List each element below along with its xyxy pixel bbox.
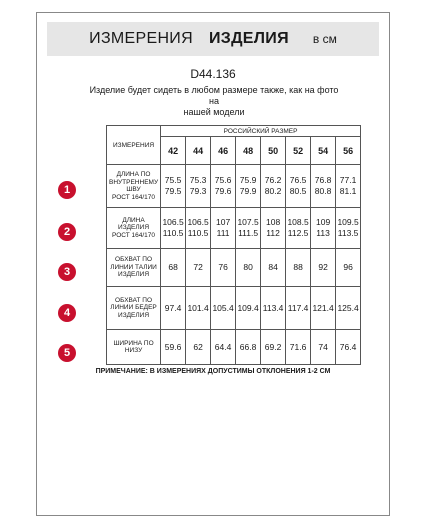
marker-3: 3 — [58, 263, 76, 281]
value-cell: 92 — [311, 249, 336, 287]
value-cell: 109.4 — [236, 287, 261, 330]
value-line: 77.1 — [339, 175, 357, 185]
value-line: 112.5 — [287, 228, 309, 238]
row-label — [107, 249, 161, 287]
value-cell: 62 — [186, 330, 211, 365]
value-line: 106.5 — [162, 217, 184, 227]
value-line: 81.1 — [339, 186, 357, 196]
value-cell: 59.6 — [161, 330, 186, 365]
table-row — [107, 165, 361, 208]
value-cell: 76.4 — [336, 330, 361, 365]
value-line: 75.3 — [189, 175, 207, 185]
value-line: 108 — [265, 217, 281, 227]
value-cell — [336, 165, 361, 208]
header-title-bold: ИЗДЕЛИЯ — [208, 30, 289, 47]
value-line: 112 — [266, 228, 280, 238]
table-row — [107, 330, 361, 365]
marker-4: 4 — [58, 304, 76, 322]
value-cell: 64.4 — [211, 330, 236, 365]
size-header: 48 — [236, 137, 261, 165]
value-cell: 84 — [261, 249, 286, 287]
fit-note-line: Изделие будет сидеть в любом размере также, как на фото на — [89, 85, 339, 106]
row-label-line: ИЗДЕЛИЯ — [118, 224, 150, 232]
value-cell: 76 — [211, 249, 236, 287]
value-cell: 97.4 — [161, 287, 186, 330]
value-cell — [261, 165, 286, 208]
table-row — [107, 249, 361, 287]
value-cell — [336, 208, 361, 249]
value-cell — [161, 208, 186, 249]
row-label — [107, 208, 161, 249]
value-cell: 74 — [311, 330, 336, 365]
row-label-line: ИЗДЕЛИЯ — [118, 311, 150, 319]
value-line: 80.2 — [264, 186, 282, 196]
marker-1: 1 — [58, 181, 76, 199]
row-label-line: ЛИНИИ ТАЛИИ — [110, 263, 157, 271]
value-cell — [211, 165, 236, 208]
row-label-line: ИЗДЕЛИЯ — [118, 271, 150, 279]
size-header: 42 — [161, 137, 186, 165]
marker-2: 2 — [58, 223, 76, 241]
value-line: 80.8 — [314, 186, 332, 196]
value-cell: 125.4 — [336, 287, 361, 330]
row-label-line: ДЛИНА — [122, 216, 145, 224]
tolerance-note: ПРИМЕЧАНИЕ: В ИЗМЕРЕНИЯХ ДОПУСТИМЫ ОТКЛОНЕНИЯ 1-2 СМ — [95, 368, 331, 375]
size-header: 52 — [286, 137, 311, 165]
size-header: 54 — [311, 137, 336, 165]
size-header: 56 — [336, 137, 361, 165]
value-line: 76.8 — [314, 175, 332, 185]
value-line: 79.6 — [214, 186, 232, 196]
value-line: 79.9 — [239, 186, 257, 196]
value-line: 111 — [216, 228, 230, 238]
value-cell: 71.6 — [286, 330, 311, 365]
row-label-line: ШИРИНА ПО — [113, 339, 154, 347]
value-cell: 121.4 — [311, 287, 336, 330]
value-line: 76.2 — [264, 175, 282, 185]
value-cell — [261, 208, 286, 249]
value-cell — [311, 208, 336, 249]
article-number: D44.136 — [190, 67, 236, 81]
size-header: 46 — [211, 137, 236, 165]
value-cell: 105.4 — [211, 287, 236, 330]
value-line: 76.5 — [289, 175, 307, 185]
value-line: 75.5 — [164, 175, 182, 185]
fit-note — [87, 85, 341, 118]
value-line: 80.5 — [289, 186, 307, 196]
value-line: 106.5 — [187, 217, 209, 227]
row-label-line: ШВУ — [126, 186, 141, 193]
value-cell — [236, 165, 261, 208]
value-cell: 96 — [336, 249, 361, 287]
row-label-line: РОСТ 164/170 — [112, 231, 156, 239]
value-cell: 88 — [286, 249, 311, 287]
value-line: 110.5 — [162, 228, 184, 238]
measurement-sheet — [36, 12, 390, 516]
marker-5: 5 — [58, 344, 76, 362]
row-label-line: ОБХВАТ ПО — [115, 256, 153, 264]
row-label-line: РОСТ 164/170 — [112, 193, 156, 201]
row-label-line: ДЛИНА ПО — [116, 171, 151, 178]
value-line: 109.5 — [337, 217, 359, 227]
value-line: 113 — [316, 228, 330, 238]
value-cell: 66.8 — [236, 330, 261, 365]
size-table — [106, 125, 361, 365]
value-cell: 68 — [161, 249, 186, 287]
size-group-label: РОССИЙСКИЙ РАЗМЕР — [161, 126, 361, 137]
size-header: 50 — [261, 137, 286, 165]
value-line: 113.5 — [337, 228, 359, 238]
header-banner — [47, 22, 379, 56]
value-cell — [286, 165, 311, 208]
header-unit: в см — [312, 32, 337, 46]
row-label-line: НИЗУ — [124, 347, 143, 354]
value-line: 111.5 — [238, 228, 259, 238]
size-header: 44 — [186, 137, 211, 165]
value-cell — [186, 208, 211, 249]
value-line: 107 — [215, 217, 231, 227]
row-label-line: ОБХВАТ ПО — [115, 296, 153, 304]
value-cell — [236, 208, 261, 249]
row-label — [107, 330, 161, 365]
value-cell: 117.4 — [286, 287, 311, 330]
value-line: 79.5 — [164, 186, 182, 196]
value-cell — [211, 208, 236, 249]
fit-note-line: нашей модели — [183, 107, 245, 117]
value-cell: 69.2 — [261, 330, 286, 365]
table-row — [107, 208, 361, 249]
row-label-line: ВНУТРЕННЕМУ — [109, 178, 159, 186]
value-cell — [186, 165, 211, 208]
row-label — [107, 165, 161, 208]
value-line: 79.3 — [189, 186, 207, 196]
value-line: 75.6 — [214, 175, 232, 185]
value-line: 109 — [315, 217, 331, 227]
value-cell: 101.4 — [186, 287, 211, 330]
row-label — [107, 287, 161, 330]
value-cell: 80 — [236, 249, 261, 287]
value-line: 110.5 — [187, 228, 209, 238]
corner-label: ИЗМЕРЕНИЯ — [107, 126, 161, 165]
value-line: 108.5 — [287, 217, 309, 227]
table-row — [107, 287, 361, 330]
header-title-light: ИЗМЕРЕНИЯ — [89, 30, 193, 47]
row-label-line: ЛИНИИ БЕДЕР — [110, 304, 157, 312]
value-line: 107.5 — [237, 217, 259, 227]
value-cell: 72 — [186, 249, 211, 287]
value-cell — [311, 165, 336, 208]
value-line: 75.9 — [239, 175, 257, 185]
value-cell — [161, 165, 186, 208]
value-cell — [286, 208, 311, 249]
value-cell: 113.4 — [261, 287, 286, 330]
